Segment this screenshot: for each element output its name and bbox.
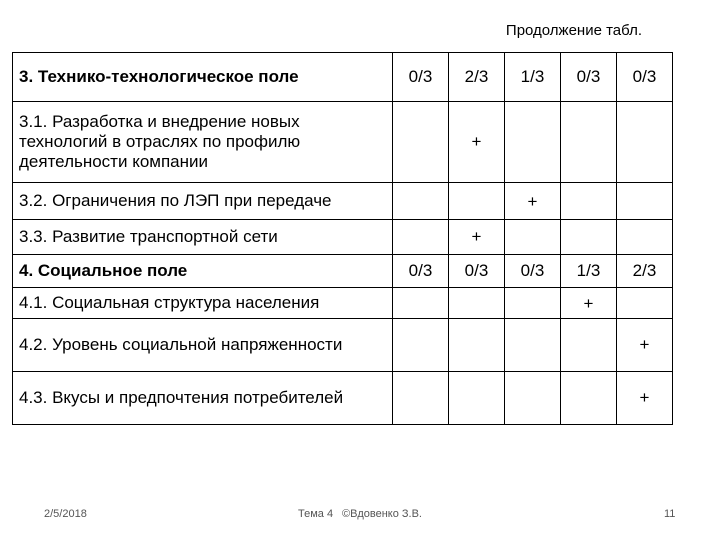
empty-cell xyxy=(561,372,617,425)
mark-cell: + xyxy=(617,319,673,372)
mark-cell: + xyxy=(449,102,505,183)
row-label: 4.2. Уровень социальной напряженности xyxy=(13,319,393,372)
row-label: 3.1. Разработка и внедрение новых технологий в отраслях по профилю деятельности компании xyxy=(13,102,393,183)
table-row-transport-network xyxy=(13,220,673,255)
table-row-social-tension xyxy=(13,319,673,372)
table-row-technical-field xyxy=(13,53,673,102)
empty-cell xyxy=(449,319,505,372)
score-cell: 0/3 xyxy=(505,255,561,288)
score-cell: 0/3 xyxy=(449,255,505,288)
empty-cell xyxy=(505,319,561,372)
footer-page-number: 11 xyxy=(664,508,676,520)
empty-cell xyxy=(561,183,617,220)
row-label: 3.2. Ограничения по ЛЭП при передаче xyxy=(13,183,393,220)
empty-cell xyxy=(617,183,673,220)
empty-cell xyxy=(617,288,673,319)
table-row-social-field xyxy=(13,255,673,288)
table-row-new-technologies xyxy=(13,102,673,183)
score-cell: 0/3 xyxy=(393,53,449,102)
row-label: 4.3. Вкусы и предпочтения потребителей xyxy=(13,372,393,425)
footer-topic: Тема 4 xyxy=(298,508,334,520)
empty-cell xyxy=(505,102,561,183)
mark-cell: + xyxy=(561,288,617,319)
score-cell: 2/3 xyxy=(617,255,673,288)
empty-cell xyxy=(449,372,505,425)
empty-cell xyxy=(505,372,561,425)
table-row-social-structure xyxy=(13,288,673,319)
mark-cell: + xyxy=(505,183,561,220)
empty-cell xyxy=(449,288,505,319)
row-label: 3.3. Развитие транспортной сети xyxy=(13,220,393,255)
footer-date: 2/5/2018 xyxy=(44,508,87,520)
empty-cell xyxy=(449,183,505,220)
empty-cell xyxy=(561,220,617,255)
assessment-table xyxy=(12,52,673,425)
score-cell: 0/3 xyxy=(561,53,617,102)
score-cell: 1/3 xyxy=(505,53,561,102)
table-row-consumer-preferences xyxy=(13,372,673,425)
score-cell: 2/3 xyxy=(449,53,505,102)
table-row-power-lines xyxy=(13,183,673,220)
empty-cell xyxy=(393,220,449,255)
empty-cell xyxy=(393,183,449,220)
empty-cell xyxy=(561,319,617,372)
empty-cell xyxy=(561,102,617,183)
empty-cell xyxy=(393,372,449,425)
row-label: 3. Технико-технологическое поле xyxy=(13,53,393,102)
row-label: 4. Социальное поле xyxy=(13,255,393,288)
empty-cell xyxy=(393,102,449,183)
score-cell: 0/3 xyxy=(617,53,673,102)
mark-cell: + xyxy=(449,220,505,255)
empty-cell xyxy=(617,220,673,255)
mark-cell: + xyxy=(617,372,673,425)
score-cell: 1/3 xyxy=(561,255,617,288)
footer-author: ©Вдовенко З.В. xyxy=(342,508,422,520)
empty-cell xyxy=(505,288,561,319)
empty-cell xyxy=(617,102,673,183)
score-cell: 0/3 xyxy=(393,255,449,288)
table-continuation-caption: Продолжение табл. xyxy=(505,22,642,39)
row-label: 4.1. Социальная структура населения xyxy=(13,288,393,319)
empty-cell xyxy=(393,319,449,372)
empty-cell xyxy=(393,288,449,319)
empty-cell xyxy=(505,220,561,255)
